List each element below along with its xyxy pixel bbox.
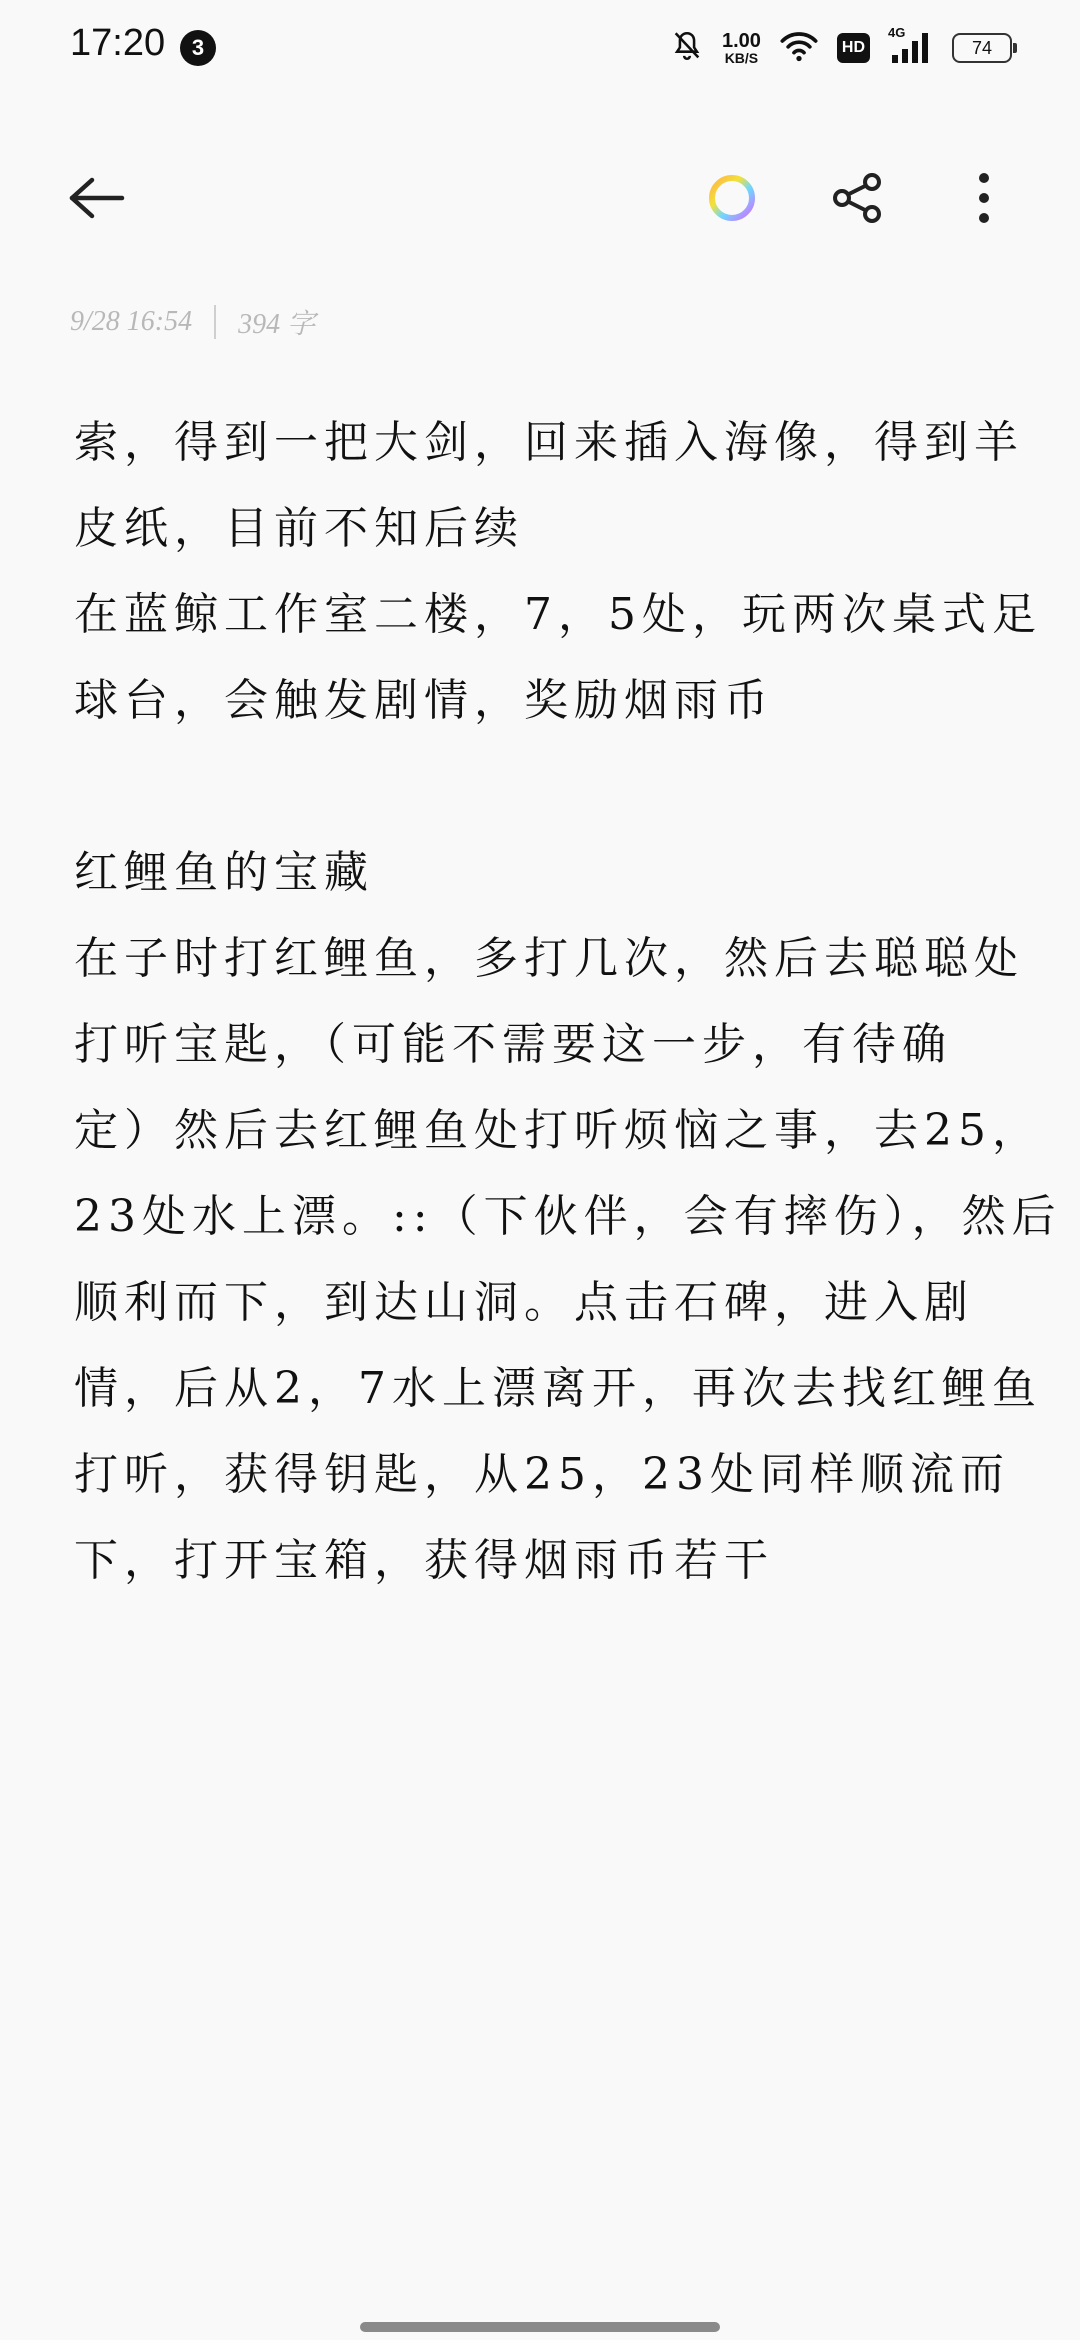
share-icon xyxy=(830,170,886,230)
wifi-icon xyxy=(779,29,819,67)
meta-divider xyxy=(214,305,216,339)
note-line: 23处水上漂。::（下伙伴，会有摔伤），然后 xyxy=(74,1191,1062,1242)
note-word-count: 394 字 xyxy=(238,309,316,340)
hd-voice-icon: HD xyxy=(837,33,870,63)
note-date: 9/28 16:54 xyxy=(70,306,193,337)
note-line: 定）然后去红鲤鱼处打听烦恼之事，去25， xyxy=(74,1105,1042,1156)
status-icons xyxy=(670,24,1012,72)
signal-icon xyxy=(888,25,934,65)
more-vertical-icon xyxy=(976,170,992,230)
note-blank-line xyxy=(74,744,1014,830)
battery-indicator: 74 xyxy=(952,33,1012,63)
note-body[interactable] xyxy=(74,400,1062,1604)
network-type: 4G xyxy=(888,25,906,40)
note-line: 打听宝匙，（可能不需要这一步，有待确 xyxy=(74,1019,952,1070)
back-arrow-icon xyxy=(66,176,126,224)
network-speed xyxy=(722,31,761,65)
back-button[interactable] xyxy=(46,150,146,250)
home-indicator-bar[interactable] xyxy=(360,2322,720,2332)
note-line: 情，后从2，7水上漂离开，再次去找红鲤鱼 xyxy=(74,1363,1042,1414)
note-line: 索，得到一把大剑，回来插入海像，得到羊 xyxy=(74,417,1024,468)
note-line: 顺利而下，到达山洞。点击石碑，进入剧 xyxy=(74,1277,974,1328)
note-toolbar xyxy=(0,150,1080,250)
note-meta xyxy=(70,302,315,342)
notification-count-badge: 3 xyxy=(180,30,216,66)
note-line: 在蓝鲸工作室二楼，7，5处，玩两次桌式足 xyxy=(74,589,1042,640)
note-line: 皮纸，目前不知后续 xyxy=(74,503,524,554)
network-speed-value: 1.00 xyxy=(721,30,761,52)
share-button[interactable] xyxy=(808,150,908,250)
network-speed-unit: KB/S xyxy=(724,50,759,66)
status-bar xyxy=(0,0,1080,96)
color-ring-icon xyxy=(706,172,758,228)
note-line: 打听，获得钥匙，从25，23处同样顺流而 xyxy=(74,1449,1010,1500)
more-options-button[interactable] xyxy=(934,150,1034,250)
theme-color-button[interactable] xyxy=(682,150,782,250)
note-line: 下，打开宝箱，获得烟雨币若干 xyxy=(74,1535,774,1586)
note-heading: 红鲤鱼的宝藏 xyxy=(74,847,374,898)
note-line: 在子时打红鲤鱼，多打几次，然后去聪聪处 xyxy=(74,933,1024,984)
status-time: 17:20 xyxy=(70,22,166,64)
note-line: 球台，会触发剧情，奖励烟雨币 xyxy=(74,675,774,726)
mute-bell-icon xyxy=(670,29,704,67)
